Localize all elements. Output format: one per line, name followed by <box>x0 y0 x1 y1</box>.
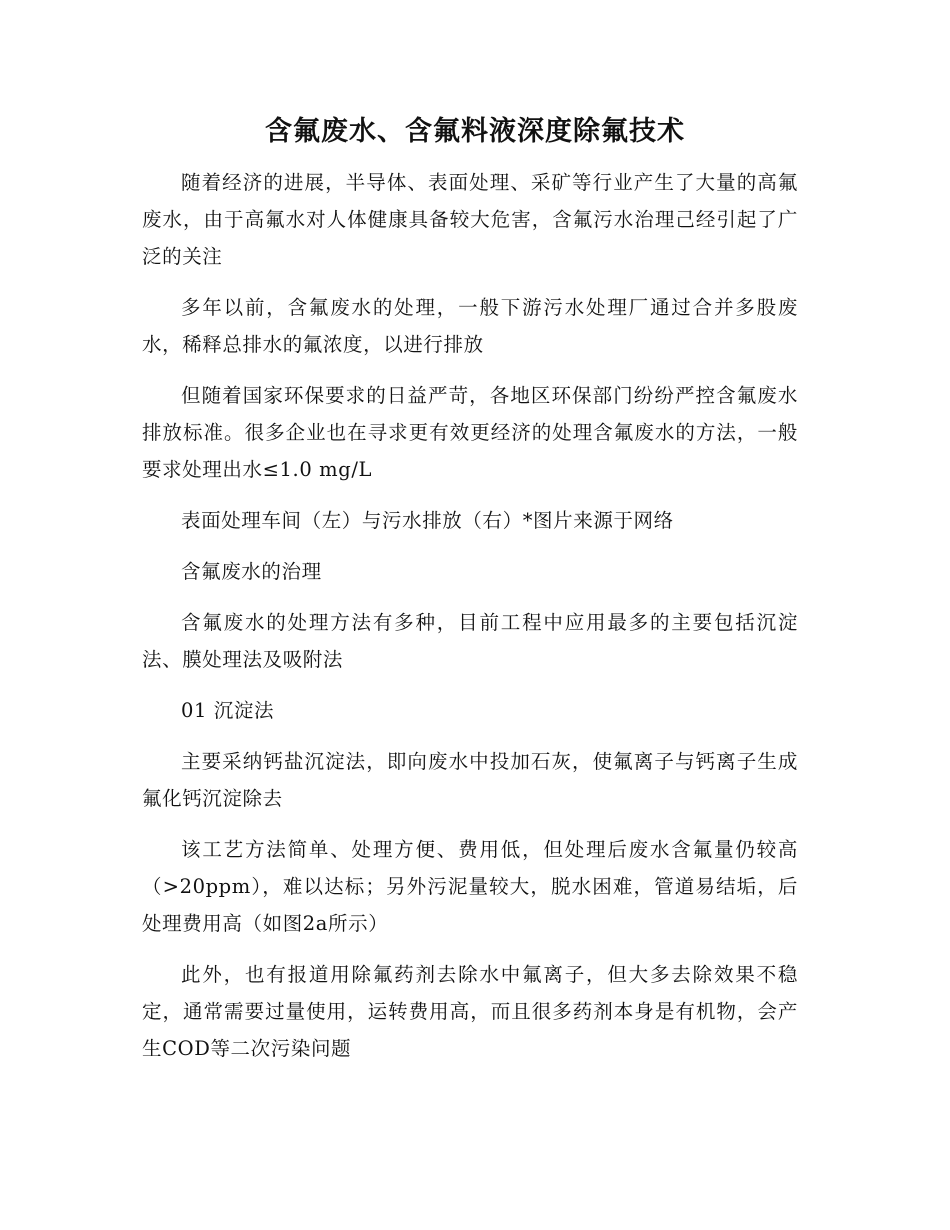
paragraph-process-drawbacks: 该工艺方法简单、处理方便、费用低，但处理后废水含氟量仍较高（>20ppm），难以达标；另外污泥量较大，脱水困难，管道易结垢，后处理费用高（如图2a所示） <box>142 838 798 935</box>
paragraph-agents: 此外，也有报道用除氟药剂去除水中氟离子，但大多去除效果不稳定，通常需要过量使用，运转费用高，而且很多药剂本身是有机物，会产生COD等二次污染问题 <box>142 963 798 1060</box>
paragraph-methods: 含氟废水的处理方法有多种，目前工程中应用最多的主要包括沉淀法、膜处理法及吸附法 <box>142 611 798 671</box>
paragraph-calcium-precipitation: 主要采纳钙盐沉淀法，即向废水中投加石灰，使氟离子与钙离子生成氟化钙沉淀除去 <box>142 750 798 810</box>
section-heading-treatment: 含氟废水的治理 <box>181 560 322 583</box>
section-heading-precipitation: 01 沉淀法 <box>181 699 275 722</box>
document-title: 含氟废水、含氟料液深度除氟技术 <box>265 116 685 147</box>
paragraph-history: 多年以前，含氟废水的处理，一般下游污水处理厂通过合并多股废水，稀释总排水的氟浓度，以进行排放 <box>142 296 798 356</box>
image-caption: 表面处理车间（左）与污水排放（右）*图片来源于网络 <box>181 509 674 532</box>
document-body <box>142 164 798 1081</box>
paragraph-intro: 随着经济的进展，半导体、表面处理、采矿等行业产生了大量的高氟废水，由于高氟水对人体健康具备较大危害，含氟污水治理己经引起了广泛的关注 <box>142 171 798 268</box>
paragraph-regulation: 但随着国家环保要求的日益严苛，各地区环保部门纷纷严控含氟废水排放标准。很多企业也在寻求更有效更经济的处理含氟废水的方法，一般要求处理出水≤1.0 mg/L <box>142 384 798 481</box>
